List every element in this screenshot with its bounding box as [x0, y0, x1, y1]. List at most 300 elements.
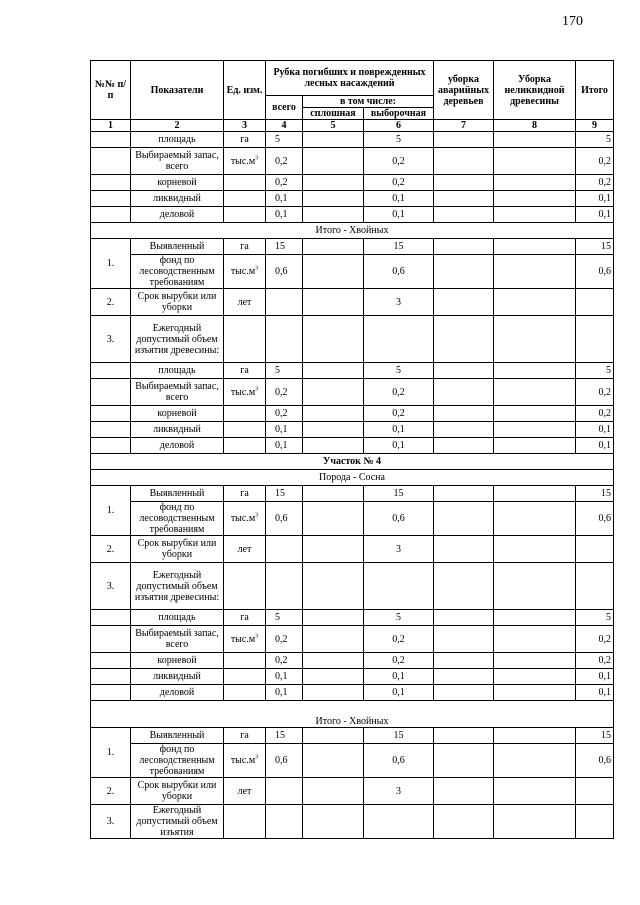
table-row	[91, 132, 614, 148]
value-illiquid	[494, 728, 576, 744]
value-illiquid	[494, 805, 576, 839]
value-selective: 0,1	[364, 438, 434, 454]
value-itogo: 0,2	[576, 626, 614, 653]
unit-cell	[224, 438, 266, 454]
value-selective	[364, 563, 434, 610]
value-solid	[303, 563, 364, 610]
value-emergency	[434, 669, 494, 685]
row-number	[91, 379, 131, 406]
table-row	[91, 610, 614, 626]
unit-text: га	[240, 730, 249, 741]
row-number: 1.	[91, 239, 131, 289]
value-solid	[303, 610, 364, 626]
indicator-name: Выявленный	[131, 486, 224, 502]
value-itogo	[576, 536, 614, 563]
table-row	[91, 191, 614, 207]
value-illiquid	[494, 175, 576, 191]
table-row	[91, 207, 614, 223]
value-itogo: 0,1	[576, 438, 614, 454]
section-title: Участок № 4	[91, 454, 614, 470]
col-number: 5	[303, 120, 364, 132]
table-row	[91, 438, 614, 454]
unit-text: га	[240, 365, 249, 376]
indicator-name: ликвидный	[131, 191, 224, 207]
indicator-name: Срок вырубки или уборки	[131, 536, 224, 563]
row-number: 1.	[91, 728, 131, 778]
col-number: 7	[434, 120, 494, 132]
indicator-name: Выявленный	[131, 239, 224, 255]
value-emergency	[434, 610, 494, 626]
unit-text: тыс.м	[230, 386, 256, 398]
section-row	[91, 470, 614, 486]
value-emergency	[434, 406, 494, 422]
value-itogo: 0,2	[576, 148, 614, 175]
value-total: 5	[266, 610, 303, 626]
value-emergency	[434, 805, 494, 839]
row-number: 1.	[91, 486, 131, 536]
unit-cell	[224, 653, 266, 669]
section-row	[91, 701, 614, 728]
value-itogo	[576, 289, 614, 316]
value-emergency	[434, 502, 494, 536]
unit-text: тыс.м	[230, 755, 256, 766]
value-solid	[303, 255, 364, 289]
value-solid	[303, 486, 364, 502]
unit-text: га	[240, 241, 249, 252]
value-total: 0,6	[266, 255, 303, 289]
indicator-name: ликвидный	[131, 422, 224, 438]
value-illiquid	[494, 486, 576, 502]
unit-superscript: 3	[255, 512, 259, 519]
row-number: 2.	[91, 289, 131, 316]
table-row	[91, 536, 614, 563]
header-itogo: Итого	[576, 61, 614, 120]
section-row	[91, 223, 614, 239]
value-total	[266, 805, 303, 839]
value-itogo: 0,1	[576, 207, 614, 223]
table-row	[91, 175, 614, 191]
table-row	[91, 255, 614, 289]
value-illiquid	[494, 379, 576, 406]
section-title: Итого - Хвойных	[91, 701, 614, 728]
value-itogo: 5	[576, 610, 614, 626]
table-row	[91, 148, 614, 175]
value-emergency	[434, 239, 494, 255]
value-total: 0,2	[266, 175, 303, 191]
value-illiquid	[494, 669, 576, 685]
unit-cell	[224, 207, 266, 223]
value-itogo: 15	[576, 486, 614, 502]
value-total: 15	[266, 239, 303, 255]
row-number	[91, 653, 131, 669]
col-number: 8	[494, 120, 576, 132]
value-emergency	[434, 438, 494, 454]
value-total: 5	[266, 132, 303, 148]
table-row	[91, 363, 614, 379]
row-number	[91, 207, 131, 223]
unit-cell	[224, 422, 266, 438]
indicator-name: площадь	[131, 610, 224, 626]
unit-text: лет	[237, 785, 252, 797]
unit-cell	[224, 239, 266, 255]
unit-cell	[224, 805, 266, 839]
indicator-name: Ежегодный допустимый объем изъятия древесины:	[131, 316, 224, 363]
value-solid	[303, 148, 364, 175]
value-itogo: 15	[576, 239, 614, 255]
value-emergency	[434, 379, 494, 406]
row-number	[91, 406, 131, 422]
col-number: 4	[266, 120, 303, 132]
value-total: 0,2	[266, 653, 303, 669]
value-solid	[303, 653, 364, 669]
value-selective: 0,6	[364, 502, 434, 536]
value-illiquid	[494, 316, 576, 363]
col-number: 9	[576, 120, 614, 132]
value-itogo: 0,1	[576, 422, 614, 438]
row-number	[91, 669, 131, 685]
unit-cell	[224, 502, 266, 536]
value-emergency	[434, 778, 494, 805]
header-including: в том числе:	[303, 96, 434, 108]
value-total: 15	[266, 728, 303, 744]
value-solid	[303, 239, 364, 255]
value-total: 0,6	[266, 744, 303, 778]
value-illiquid	[494, 685, 576, 701]
value-selective	[364, 805, 434, 839]
value-emergency	[434, 685, 494, 701]
value-illiquid	[494, 422, 576, 438]
unit-cell	[224, 148, 266, 175]
value-selective: 0,6	[364, 744, 434, 778]
indicator-name: Срок вырубки или уборки	[131, 778, 224, 805]
unit-cell	[224, 685, 266, 701]
unit-cell	[224, 255, 266, 289]
value-solid	[303, 536, 364, 563]
unit-cell	[224, 778, 266, 805]
indicator-name: фонд по лесоводственным требованиям	[131, 502, 224, 536]
indicator-name: Выбираемый запас, всего	[131, 379, 224, 406]
unit-cell	[224, 486, 266, 502]
unit-cell	[224, 379, 266, 406]
unit-superscript: 3	[255, 633, 259, 640]
unit-text: тыс.м	[230, 513, 256, 524]
header-indicators: Показатели	[131, 61, 224, 120]
header-total: всего	[266, 96, 303, 120]
table-row	[91, 316, 614, 363]
unit-cell	[224, 744, 266, 778]
unit-cell	[224, 728, 266, 744]
value-emergency	[434, 255, 494, 289]
value-emergency	[434, 744, 494, 778]
table-row	[91, 406, 614, 422]
row-number	[91, 148, 131, 175]
value-solid	[303, 422, 364, 438]
unit-superscript: 3	[255, 754, 259, 761]
value-solid	[303, 626, 364, 653]
unit-cell	[224, 536, 266, 563]
value-selective	[364, 316, 434, 363]
value-total	[266, 563, 303, 610]
value-emergency	[434, 536, 494, 563]
table-row	[91, 778, 614, 805]
header-felling: Рубка погибших и поврежденных лесных насаждений	[266, 61, 434, 96]
value-total: 0,1	[266, 191, 303, 207]
unit-text: тыс.м	[230, 155, 256, 167]
value-illiquid	[494, 438, 576, 454]
table-row	[91, 744, 614, 778]
table-row	[91, 653, 614, 669]
value-selective: 0,2	[364, 175, 434, 191]
value-solid	[303, 805, 364, 839]
value-itogo: 0,1	[576, 669, 614, 685]
value-selective: 5	[364, 610, 434, 626]
value-illiquid	[494, 363, 576, 379]
row-number: 2.	[91, 778, 131, 805]
value-emergency	[434, 626, 494, 653]
unit-superscript: 3	[255, 265, 259, 272]
value-selective: 0,2	[364, 653, 434, 669]
indicator-name: деловой	[131, 207, 224, 223]
value-selective: 0,1	[364, 207, 434, 223]
value-solid	[303, 728, 364, 744]
unit-superscript: 3	[255, 386, 259, 393]
indicator-name: площадь	[131, 132, 224, 148]
value-itogo: 0,2	[576, 653, 614, 669]
value-selective: 0,1	[364, 669, 434, 685]
row-number: 2.	[91, 536, 131, 563]
table-row	[91, 685, 614, 701]
unit-cell	[224, 289, 266, 316]
value-emergency	[434, 191, 494, 207]
table-row	[91, 239, 614, 255]
value-selective: 3	[364, 289, 434, 316]
value-emergency	[434, 207, 494, 223]
forestry-table	[90, 60, 614, 839]
value-illiquid	[494, 191, 576, 207]
table-row	[91, 486, 614, 502]
indicator-name: Срок вырубки или уборки	[131, 289, 224, 316]
unit-cell	[224, 669, 266, 685]
section-title: Порода - Сосна	[91, 470, 614, 486]
value-total	[266, 289, 303, 316]
value-solid	[303, 289, 364, 316]
value-solid	[303, 502, 364, 536]
value-illiquid	[494, 502, 576, 536]
value-emergency	[434, 486, 494, 502]
unit-cell	[224, 563, 266, 610]
indicator-name: ликвидный	[131, 669, 224, 685]
value-total	[266, 778, 303, 805]
value-total: 0,2	[266, 148, 303, 175]
value-selective: 15	[364, 728, 434, 744]
value-total: 0,2	[266, 626, 303, 653]
value-total: 5	[266, 363, 303, 379]
indicator-name: фонд по лесоводственным требованиям	[131, 255, 224, 289]
value-emergency	[434, 728, 494, 744]
row-number: 3.	[91, 805, 131, 839]
value-solid	[303, 438, 364, 454]
value-selective: 0,2	[364, 626, 434, 653]
value-selective: 15	[364, 486, 434, 502]
value-itogo: 5	[576, 363, 614, 379]
column-numbers-row	[91, 120, 614, 132]
value-emergency	[434, 132, 494, 148]
value-itogo: 0,2	[576, 175, 614, 191]
value-itogo	[576, 778, 614, 805]
value-emergency	[434, 563, 494, 610]
value-illiquid	[494, 239, 576, 255]
indicator-name: корневой	[131, 653, 224, 669]
row-number: 3.	[91, 563, 131, 610]
value-itogo: 0,6	[576, 502, 614, 536]
value-total: 0,1	[266, 207, 303, 223]
value-total: 0,2	[266, 379, 303, 406]
value-itogo	[576, 316, 614, 363]
value-total: 0,1	[266, 669, 303, 685]
unit-cell	[224, 626, 266, 653]
value-selective: 5	[364, 363, 434, 379]
unit-cell	[224, 610, 266, 626]
value-total: 15	[266, 486, 303, 502]
section-row	[91, 454, 614, 470]
table-row	[91, 289, 614, 316]
indicator-name: Ежегодный допустимый объем изъятия древесины:	[131, 563, 224, 610]
value-itogo: 0,1	[576, 685, 614, 701]
value-illiquid	[494, 132, 576, 148]
header-selective: выборочная	[364, 108, 434, 120]
row-number	[91, 132, 131, 148]
value-selective: 0,1	[364, 685, 434, 701]
value-itogo: 0,6	[576, 255, 614, 289]
table-row	[91, 422, 614, 438]
unit-text: лет	[237, 296, 252, 308]
value-emergency	[434, 363, 494, 379]
value-itogo: 15	[576, 728, 614, 744]
row-number	[91, 422, 131, 438]
col-number: 3	[224, 120, 266, 132]
value-total: 0,1	[266, 422, 303, 438]
value-illiquid	[494, 563, 576, 610]
unit-text: тыс.м	[230, 633, 256, 645]
value-itogo: 0,6	[576, 744, 614, 778]
unit-text: га	[240, 612, 249, 623]
value-itogo: 5	[576, 132, 614, 148]
row-number	[91, 610, 131, 626]
value-solid	[303, 685, 364, 701]
indicator-name: Выявленный	[131, 728, 224, 744]
header-solid: сплошная	[303, 108, 364, 120]
value-itogo	[576, 805, 614, 839]
header-unit: Ед. изм.	[224, 61, 266, 120]
value-illiquid	[494, 255, 576, 289]
header-emergency: уборка аварийных деревьев	[434, 61, 494, 120]
value-illiquid	[494, 626, 576, 653]
value-solid	[303, 132, 364, 148]
row-number	[91, 685, 131, 701]
row-number	[91, 363, 131, 379]
value-total: 0,1	[266, 438, 303, 454]
value-selective: 0,2	[364, 148, 434, 175]
table-row	[91, 728, 614, 744]
value-solid	[303, 744, 364, 778]
value-itogo: 0,2	[576, 406, 614, 422]
value-itogo: 0,1	[576, 191, 614, 207]
value-selective: 0,6	[364, 255, 434, 289]
value-solid	[303, 379, 364, 406]
value-selective: 15	[364, 239, 434, 255]
value-solid	[303, 363, 364, 379]
row-number	[91, 626, 131, 653]
value-solid	[303, 406, 364, 422]
value-emergency	[434, 422, 494, 438]
section-title: Итого - Хвойных	[91, 223, 614, 239]
value-selective: 0,2	[364, 379, 434, 406]
value-itogo: 0,2	[576, 379, 614, 406]
indicator-name: площадь	[131, 363, 224, 379]
indicator-name: корневой	[131, 406, 224, 422]
value-emergency	[434, 175, 494, 191]
value-emergency	[434, 653, 494, 669]
value-selective: 0,1	[364, 422, 434, 438]
value-total	[266, 536, 303, 563]
value-illiquid	[494, 406, 576, 422]
unit-cell	[224, 363, 266, 379]
table-row	[91, 502, 614, 536]
page-number: 170	[562, 14, 583, 29]
col-number: 2	[131, 120, 224, 132]
unit-cell	[224, 132, 266, 148]
value-total: 0,2	[266, 406, 303, 422]
indicator-name: деловой	[131, 438, 224, 454]
value-selective: 3	[364, 778, 434, 805]
unit-superscript: 3	[255, 155, 259, 162]
value-illiquid	[494, 148, 576, 175]
unit-cell	[224, 316, 266, 363]
value-solid	[303, 778, 364, 805]
indicator-name: корневой	[131, 175, 224, 191]
value-itogo	[576, 563, 614, 610]
row-number	[91, 438, 131, 454]
indicator-name: Ежегодный допустимый объем изъятия	[131, 805, 224, 839]
table-body	[91, 132, 614, 839]
table-row	[91, 626, 614, 653]
value-selective: 3	[364, 536, 434, 563]
value-solid	[303, 316, 364, 363]
unit-cell	[224, 175, 266, 191]
row-number: 3.	[91, 316, 131, 363]
value-solid	[303, 207, 364, 223]
value-total: 0,6	[266, 502, 303, 536]
value-illiquid	[494, 778, 576, 805]
value-emergency	[434, 316, 494, 363]
unit-cell	[224, 406, 266, 422]
value-illiquid	[494, 289, 576, 316]
value-illiquid	[494, 744, 576, 778]
col-number: 6	[364, 120, 434, 132]
table-row	[91, 805, 614, 839]
value-total	[266, 316, 303, 363]
value-emergency	[434, 289, 494, 316]
value-selective: 5	[364, 132, 434, 148]
value-illiquid	[494, 207, 576, 223]
header-num: №№ п/п	[91, 61, 131, 120]
unit-text: га	[240, 488, 249, 499]
value-illiquid	[494, 653, 576, 669]
indicator-name: деловой	[131, 685, 224, 701]
indicator-name: Выбираемый запас, всего	[131, 626, 224, 653]
value-illiquid	[494, 536, 576, 563]
unit-cell	[224, 191, 266, 207]
